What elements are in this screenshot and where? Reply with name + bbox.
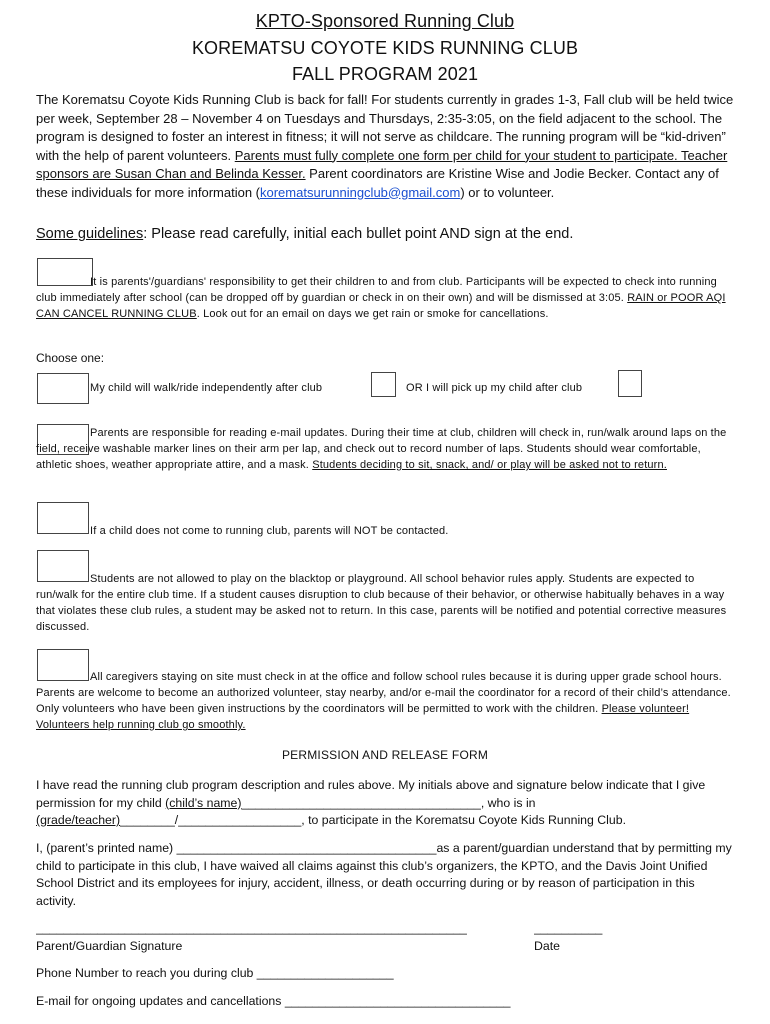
phone-number-field[interactable]: Phone Number to reach you during club ____________________ bbox=[36, 966, 394, 980]
rule-4 bbox=[36, 571, 731, 635]
guidelines-heading bbox=[36, 226, 573, 242]
header-program-title: FALL PROGRAM 2021 bbox=[291, 64, 479, 84]
rule-2 bbox=[36, 425, 731, 473]
rule-5 bbox=[36, 669, 731, 733]
header-sponsor-title: KPTO-Sponsored Running Club bbox=[255, 11, 515, 31]
rule-5-volunteer-note: Please volunteer! Volunteers help running club go smoothly. bbox=[36, 703, 690, 731]
initial-box-rule-3[interactable] bbox=[37, 502, 89, 534]
intro-requirement: Parents must fully complete one form per child for your student to participate. Teacher sponsors are Susan Chan and Belinda Kesser. bbox=[36, 147, 728, 181]
release-paragraph: I, (parent’s printed name) ______________________________________as a parent/guardian understand that by permitting my child to participate in this club, I have waived all claims against this club’s organizers, the KPTO, and the Davis Joint Unified School District and its employees for injury, accident, illness, or death occurring during or by reason of participation in this activity. bbox=[36, 841, 732, 908]
checkbox-pickup[interactable] bbox=[618, 370, 642, 397]
permission-paragraph bbox=[36, 777, 736, 830]
permission-form-title: PERMISSION AND RELEASE FORM bbox=[281, 748, 489, 762]
contact-email-link[interactable]: korematsurunningclub@gmail.com bbox=[260, 184, 461, 200]
checkbox-pickup-initial[interactable] bbox=[371, 372, 396, 397]
intro-paragraph bbox=[36, 91, 736, 202]
rule-3-text: If a child does not come to running club, parents will NOT be contacted. bbox=[90, 525, 449, 537]
rule-1-cancel-note: RAIN or POOR AQI CAN CANCEL RUNNING CLUB bbox=[36, 292, 726, 320]
rule-1-text-end: . Look out for an email on days we get rain or smoke for cancellations. bbox=[196, 308, 549, 320]
signature-label: Parent/Guardian Signature bbox=[36, 939, 183, 953]
child-name-label: (child’s name) bbox=[165, 795, 242, 810]
intro-coordinators: Parent coordinators are Kristine Wise and Jodie Becker. Contact any of these individuals for more information ( bbox=[36, 166, 719, 200]
rule-1-text: It is parents'/guardians' responsibility to get their children to and from club. Participants will be expected to check into running club immediately after school (can be dropped off by guardian or check in on their own) and will be dismissed at 3:05. bbox=[36, 276, 717, 304]
rule-2-warning: Students deciding to sit, snack, and/ or play will be asked not to return. bbox=[312, 459, 667, 471]
rule-1 bbox=[36, 274, 731, 322]
date-line[interactable]: __________ bbox=[534, 921, 603, 935]
email-updates-field[interactable]: E-mail for ongoing updates and cancellations _________________________________ bbox=[36, 994, 511, 1008]
choose-one-label: Choose one: bbox=[36, 351, 105, 365]
grade-teacher-label: (grade/teacher) bbox=[36, 813, 121, 827]
rule-4-text: Students are not allowed to play on the blacktop or playground. All school behavior rules apply. Students are expected to run/walk for the entire club time. If a student causes disruption to club because of their behavior, or otherwise habitually behaves in a way that violates these club rules, a student may be asked not to return. In this case, parents will be notified and potential corrective measures discussed. bbox=[36, 573, 727, 633]
date-label: Date bbox=[534, 939, 560, 953]
choice-pickup-label: OR I will pick up my child after club bbox=[406, 382, 583, 394]
intro-volunteer: ) or to volunteer. bbox=[460, 184, 555, 200]
signature-line[interactable]: _______________________________________________________________ bbox=[36, 921, 467, 935]
header-club-title: KOREMATSU COYOTE KIDS RUNNING CLUB bbox=[191, 38, 579, 58]
rule-2-text: Parents are responsible for reading e-mail updates. During their time at club, children will check in, run/walk around laps on the field, receive washable marker lines on their arm per lap, and check out to record number of laps. Students should wear comfortable, athletic shoes, weather appropriate attire, and a mask. bbox=[36, 427, 727, 471]
rule-5-text: All caregivers staying on site must check in at the office and follow school rules because it is during upper grade school hours. Parents are welcome to become an authorized volunteer, stay nearby, and/or e-mail the coordinator for a record of their child’s attendance. Only volunteers who have been given instructions by the coordinators will be permitted to work with the children. bbox=[36, 671, 731, 715]
intro-text: The Korematsu Coyote Kids Running Club is back for fall! For students currently in grades 1-3, Fall club will be held twice per week, September 28 – November 4 on Tuesdays and Thursdays, 2:35-3:05, on the field adjacent to the school. The program is designed to foster an interest in fitness; it will not serve as childcare. The running program will be “kid-driven” with the help of parent volunteers. bbox=[36, 92, 734, 163]
choice-walk-label: My child will walk/ride independently after club bbox=[90, 382, 323, 394]
permission-text: I have read the running club program description and rules above. My initials above and signature below indicate that I give permission for my child bbox=[36, 778, 706, 810]
guidelines-label: Some guidelines bbox=[36, 226, 144, 242]
grade-teacher-field[interactable]: ________/__________________, to participate in the Korematsu Coyote Kids Running Club. bbox=[120, 813, 626, 827]
checkbox-walk-independently[interactable] bbox=[37, 373, 89, 404]
guidelines-text: : Please read carefully, initial each bullet point AND sign at the end. bbox=[143, 226, 574, 242]
child-name-field[interactable]: ___________________________________, who is in bbox=[241, 795, 536, 810]
